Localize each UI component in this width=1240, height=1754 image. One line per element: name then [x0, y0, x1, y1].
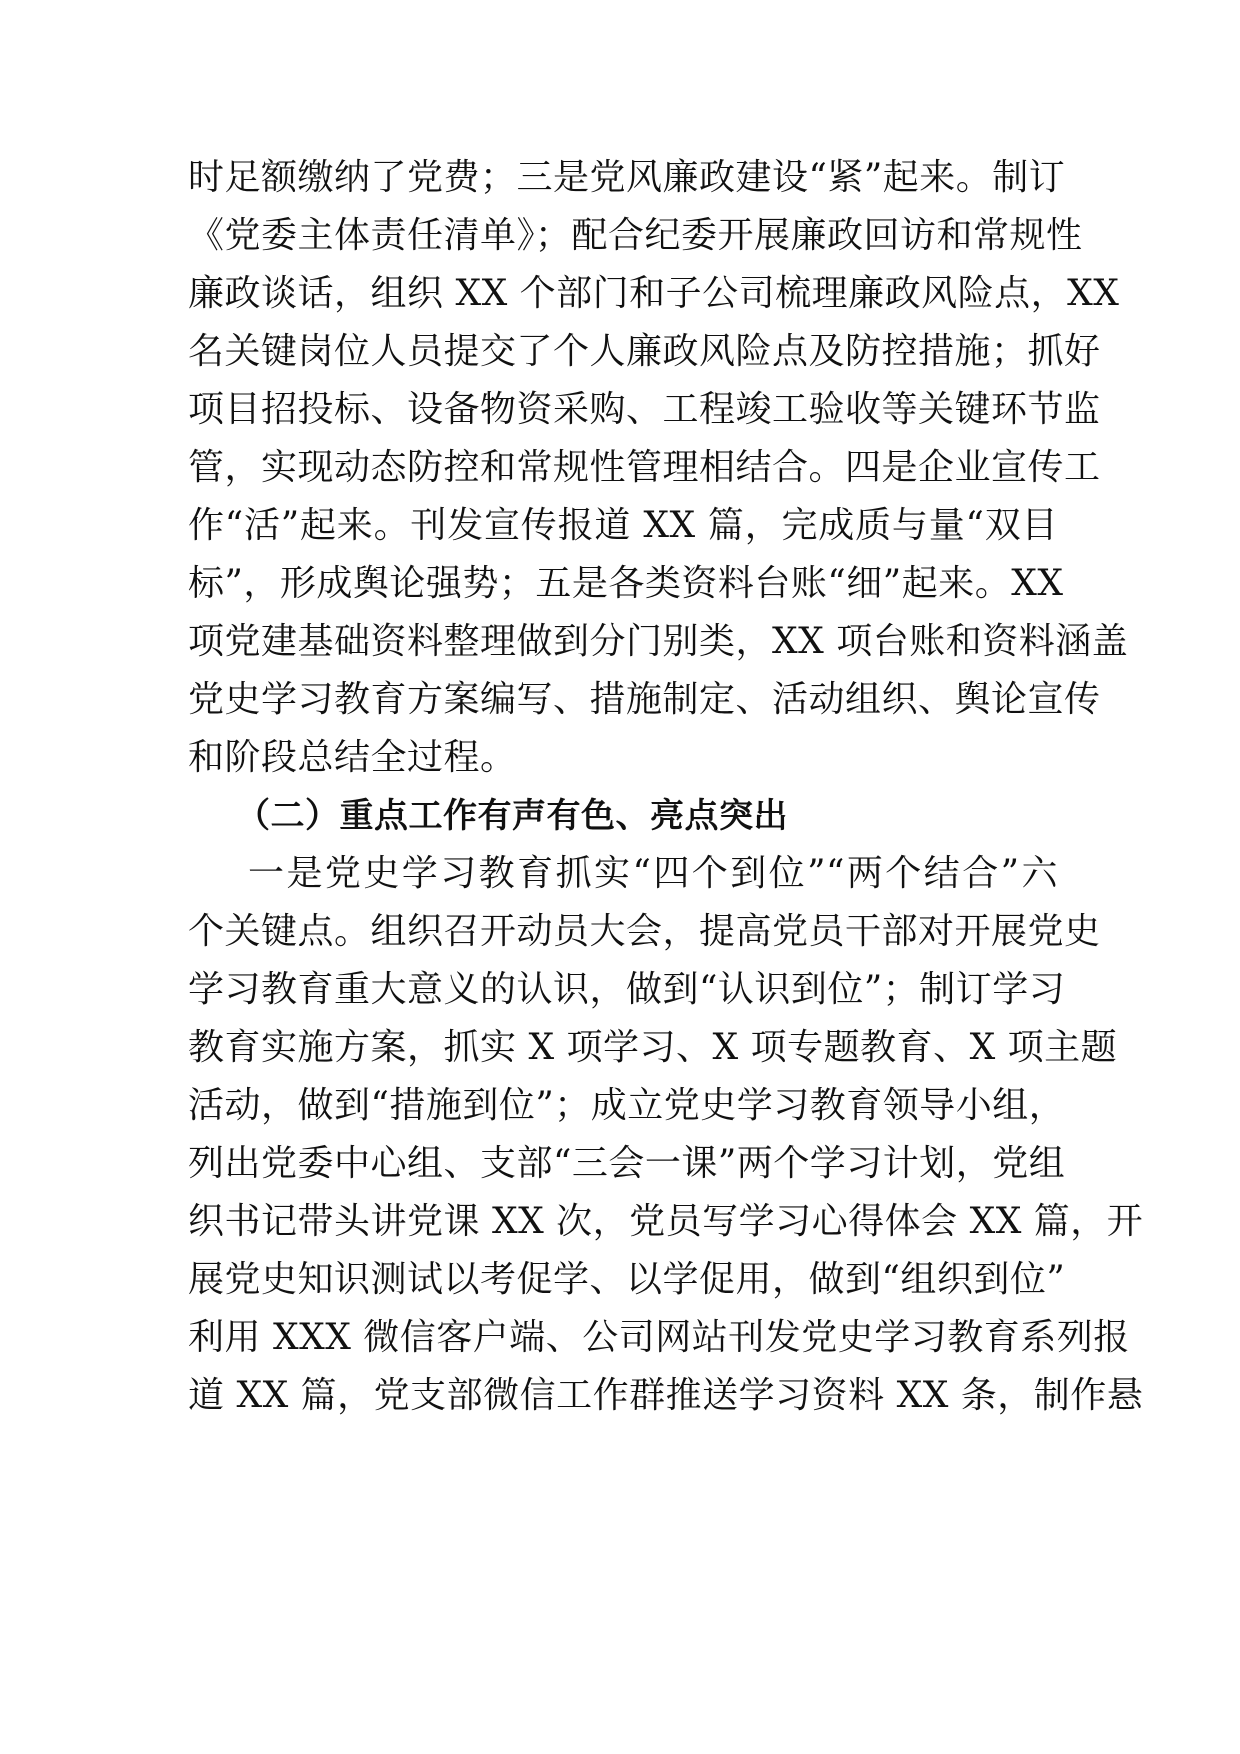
- paragraph-line: 作“活”起来。刊发宣传报道 XX 篇，完成质与量“双目: [188, 505, 1058, 546]
- paragraph-line: 活动，做到“措施到位”；成立党史学习教育领导小组，: [188, 1085, 1066, 1126]
- paragraph-line: 项党建基础资料整理做到分门别类，XX 项台账和资料涵盖: [188, 621, 1129, 662]
- paragraph-line: 学习教育重大意义的认识，做到“认识到位”；制订学习: [188, 969, 1066, 1010]
- section-heading: （二）重点工作有声有色、亮点突出: [236, 796, 788, 836]
- paragraph-line: 标”，形成舆论强势；五是各类资料台账“细”起来。XX: [188, 563, 1064, 604]
- paragraph-line: 展党史知识测试以考促学、以学促用，做到“组织到位”: [188, 1259, 1066, 1300]
- paragraph-line: 管，实现动态防控和常规性管理相结合。四是企业宣传工: [188, 447, 1101, 488]
- paragraph-line: 道 XX 篇，党支部微信工作群推送学习资料 XX 条，制作悬: [188, 1375, 1144, 1416]
- paragraph-line: 教育实施方案，抓实 X 项学习、X 项专题教育、X 项主题: [188, 1027, 1118, 1068]
- paragraph-line: 个关键点。组织召开动员大会，提高党员干部对开展党史: [188, 911, 1101, 952]
- paragraph-line: 列出党委中心组、支部“三会一课”两个学习计划，党组: [188, 1143, 1066, 1184]
- paragraph-line: 一是党史学习教育抓实“四个到位”“两个结合”六: [248, 853, 1058, 894]
- paragraph-line: 项目招投标、设备物资采购、工程竣工验收等关键环节监: [188, 389, 1101, 430]
- paragraph-line: 名关键岗位人员提交了个人廉政风险点及防控措施；抓好: [188, 331, 1101, 372]
- paragraph-line: 党史学习教育方案编写、措施制定、活动组织、舆论宣传: [188, 679, 1101, 720]
- paragraph-line: 廉政谈话，组织 XX 个部门和子公司梳理廉政风险点，XX: [188, 273, 1120, 314]
- paragraph-line: 利用 XXX 微信客户端、公司网站刊发党史学习教育系列报: [188, 1317, 1130, 1358]
- paragraph-line: 和阶段总结全过程。: [188, 737, 517, 778]
- paragraph-line: 时足额缴纳了党费；三是党风廉政建设“紧”起来。制订: [188, 157, 1066, 198]
- paragraph-line: 《党委主体责任清单》；配合纪委开展廉政回访和常规性: [188, 215, 1083, 256]
- paragraph-line: 织书记带头讲党课 XX 次，党员写学习心得体会 XX 篇，开: [188, 1201, 1144, 1242]
